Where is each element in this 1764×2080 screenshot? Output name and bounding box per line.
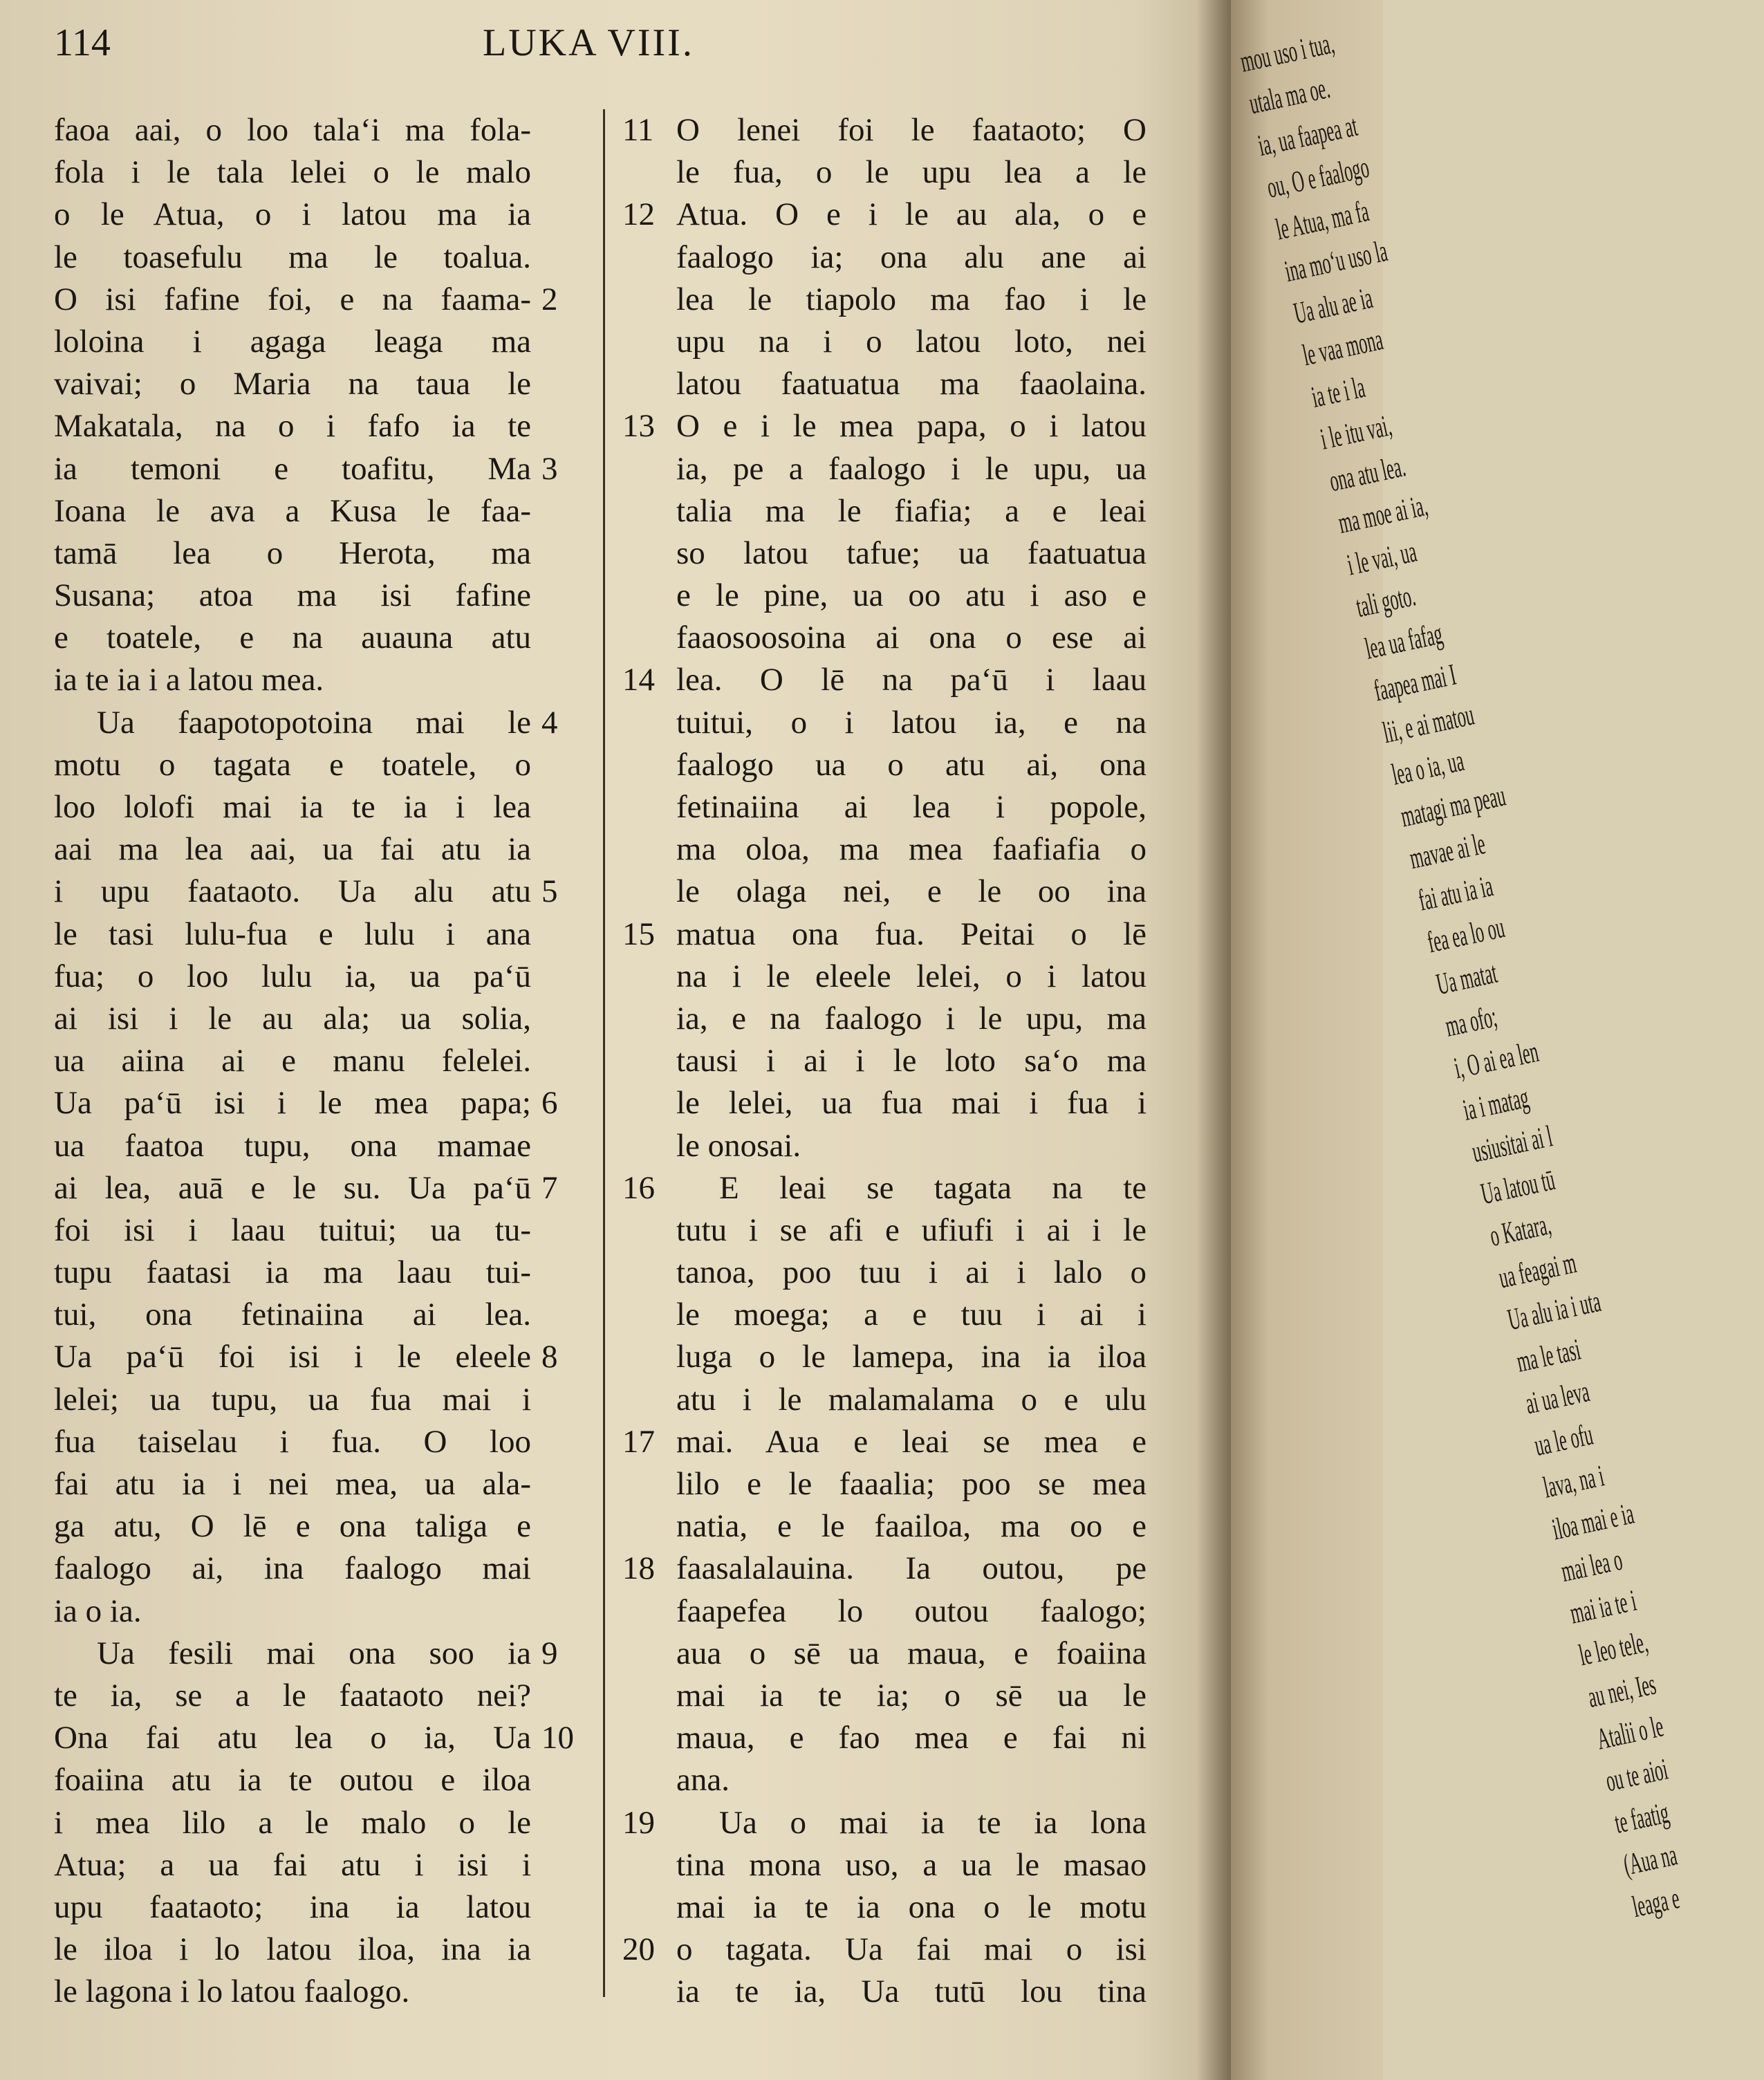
facing-page-line: Ua matat — [1433, 955, 1501, 1001]
line-text: tupu faatasi ia ma laau tui- — [54, 1254, 531, 1291]
facing-page-line: le leo tele, — [1576, 1624, 1651, 1673]
book-gutter-shadow — [1196, 0, 1231, 2080]
text-line — [54, 1886, 538, 1929]
line-text: e le pine, ua oo atu i aso e — [676, 577, 1146, 614]
text-line — [54, 236, 538, 279]
text-line — [54, 702, 558, 744]
text-line — [54, 575, 538, 617]
facing-page-line: i, O ai ea len — [1451, 1034, 1542, 1086]
line-text: lilo e le faaalia; poo se mea — [676, 1466, 1146, 1502]
text-line — [54, 1971, 538, 2013]
line-text: ai isi i le au ala; ua solia, — [54, 1000, 531, 1037]
verse-number: 4 — [541, 704, 558, 741]
text-line — [622, 1040, 1148, 1082]
text-line — [622, 1209, 1148, 1252]
line-text: foaiina atu ia te outou e iloa — [54, 1762, 531, 1799]
text-line — [622, 1379, 1148, 1421]
line-text: ua faatoa tupu, ona mamae — [54, 1127, 531, 1164]
text-line — [54, 448, 558, 490]
facing-page-line: iloa mai e ia — [1549, 1496, 1637, 1547]
line-text: vaivai; o Maria na taua le — [54, 366, 531, 402]
text-line — [54, 1294, 538, 1336]
facing-page-line: ua le ofu — [1531, 1417, 1596, 1463]
line-text: tui, ona fetinaiina ai lea. — [54, 1297, 531, 1333]
line-text: tina mona uso, a ua le masao — [676, 1846, 1146, 1883]
facing-page-line: Atalii o le — [1593, 1709, 1666, 1756]
facing-page-line: ma le tasi — [1513, 1332, 1584, 1379]
verse-number: 10 — [541, 1720, 574, 1756]
line-text: talia ma le fiafia; a e leai — [676, 492, 1146, 529]
facing-page-line: au nei, Ies — [1584, 1666, 1659, 1714]
text-line — [54, 1929, 538, 1971]
text-line — [622, 1675, 1148, 1717]
text-line — [54, 956, 538, 998]
facing-page-line: o Katara, — [1487, 1207, 1554, 1253]
verse-number: 15 — [622, 916, 655, 952]
text-line — [54, 659, 538, 701]
verse-number: 18 — [622, 1550, 655, 1587]
line-text: so latou tafue; ua faatuatua — [676, 535, 1146, 571]
facing-page-text — [1236, 15, 1764, 1929]
text-line — [622, 1886, 1148, 1929]
text-line — [54, 1421, 538, 1463]
text-line — [622, 363, 1148, 405]
line-text: le onosai. — [676, 1127, 801, 1164]
line-text: ia, e na faalogo i le upu, ma — [676, 1000, 1146, 1037]
text-line — [54, 363, 538, 405]
text-line — [622, 109, 1148, 151]
line-text: le tasi lulu-fua e lulu i ana — [54, 916, 531, 952]
text-line — [54, 1548, 538, 1590]
line-text: Atua. O e i le au ala, o e — [676, 196, 1146, 233]
text-line — [622, 1844, 1148, 1886]
text-line — [54, 109, 538, 151]
line-text: luga o le lamepa, ina ia iloa — [676, 1339, 1146, 1375]
text-line — [622, 1929, 1148, 1971]
text-line — [54, 1802, 538, 1844]
text-line — [54, 1844, 538, 1886]
text-line — [54, 532, 538, 575]
text-line — [54, 786, 538, 828]
line-text: o tagata. Ua fai mai o isi — [676, 1931, 1146, 1968]
text-line — [54, 998, 538, 1040]
text-line — [54, 1717, 574, 1759]
line-text: ia temoni e toafitu, Ma — [54, 450, 531, 487]
text-line — [54, 1590, 538, 1633]
text-line — [54, 279, 558, 321]
line-text: matua ona fua. Peitai o lē — [676, 916, 1146, 952]
facing-page-line: lea ua fafag — [1362, 616, 1446, 666]
facing-page-line: ina mo‘u uso la — [1281, 233, 1391, 289]
text-line — [622, 448, 1148, 490]
line-text: le lagona i lo latou faalogo. — [54, 1974, 410, 2010]
facing-page-line: Ua latou tū — [1478, 1162, 1558, 1211]
left-text-column — [54, 109, 574, 2013]
text-line — [622, 1125, 1148, 1167]
text-line — [622, 1590, 1148, 1633]
text-line — [622, 744, 1148, 786]
line-text: Ua pa‘ū foi isi i le eleele — [54, 1339, 531, 1375]
facing-page-line: ona atu lea. — [1326, 449, 1409, 499]
line-text: fua; o loo lulu ia, ua pa‘ū — [54, 958, 531, 994]
facing-page-line: lii, e ai matou — [1380, 697, 1477, 750]
text-line — [622, 194, 1148, 236]
facing-page-line: le Atua, ma fa — [1272, 194, 1372, 247]
line-text: atu i le malamalama o e ulu — [676, 1381, 1146, 1418]
text-line — [622, 490, 1148, 532]
facing-page-line: le vaa mona — [1299, 322, 1386, 373]
facing-page-line: leaga e — [1629, 1881, 1682, 1924]
text-line — [622, 405, 1148, 447]
line-text: tamā lea o Herota, ma — [54, 535, 531, 571]
line-text: Makatala, na o i fafo ia te — [54, 408, 531, 445]
text-line — [54, 194, 538, 236]
line-text: ia, pe a faalogo i le upu, ua — [676, 450, 1146, 487]
line-text: tanoa, poo tuu i ai i lalo o — [676, 1254, 1146, 1291]
line-text: Ua faapotopotoina mai le — [97, 704, 531, 741]
verse-number: 20 — [622, 1931, 655, 1968]
line-text: tausi i ai i le loto sa‘o ma — [676, 1043, 1146, 1079]
line-text: le olaga nei, e le oo ina — [676, 873, 1146, 910]
facing-page-line: ia i matag — [1460, 1080, 1532, 1127]
line-text: lea le tiapolo ma fao i le — [676, 281, 1146, 317]
facing-page-line: te faatig — [1611, 1795, 1672, 1840]
line-text: ia te ia i a latou mea. — [54, 662, 324, 698]
text-line — [54, 871, 558, 913]
line-text: faalogo ia; ona alu ane ai — [676, 239, 1146, 275]
line-text: upu na i o latou loto, nei — [676, 323, 1146, 360]
text-line — [54, 405, 538, 447]
line-text: Ioana le ava a Kusa le faa- — [54, 492, 531, 529]
facing-page-line: ua feagai m — [1496, 1245, 1579, 1295]
text-line — [622, 828, 1148, 871]
text-line — [54, 490, 538, 532]
text-line — [622, 1505, 1148, 1548]
line-text: tutu i se afi e ufiufi i ai i le — [676, 1211, 1146, 1248]
text-line — [622, 956, 1148, 998]
text-line — [54, 1167, 558, 1209]
line-text: fai atu ia i nei mea, ua ala- — [54, 1466, 531, 1502]
line-text: O lenei foi le faataoto; O — [676, 112, 1146, 148]
verse-number: 13 — [622, 408, 655, 445]
column-divider — [603, 109, 605, 1997]
text-line — [622, 1252, 1148, 1294]
line-text: Ona fai atu lea o ia, Ua — [54, 1720, 531, 1756]
facing-page-line: (Aua na — [1620, 1837, 1680, 1882]
facing-page-line: ma moe ai ia, — [1335, 488, 1431, 540]
text-line — [54, 1209, 538, 1252]
line-text: Ua pa‘ū isi i le mea papa; — [54, 1085, 531, 1122]
line-text: ai lea, auā e le su. Ua pa‘ū — [54, 1169, 531, 1206]
line-text: latou faatuatua ma faaolaina. — [676, 366, 1146, 402]
verse-number: 16 — [622, 1169, 655, 1206]
verse-number: 11 — [622, 112, 654, 148]
line-text: maua, e fao mea e fai ni — [676, 1720, 1146, 1756]
verse-number: 6 — [541, 1085, 558, 1122]
verse-number: 7 — [541, 1169, 558, 1206]
line-text: upu faataoto; ina ia latou — [54, 1888, 531, 1925]
text-line — [622, 151, 1148, 194]
text-line — [54, 1252, 538, 1294]
line-text: e toatele, e na auauna atu — [54, 620, 531, 656]
verse-number: 9 — [541, 1635, 558, 1671]
line-text: ma oloa, ma mea faafiafia o — [676, 831, 1146, 868]
verse-number: 14 — [622, 662, 655, 698]
text-line — [622, 998, 1148, 1040]
facing-page-line: ou te aioi — [1602, 1752, 1671, 1799]
line-text: faalogo ai, ina faalogo mai — [54, 1550, 531, 1587]
line-text: Ua o mai ia te ia lona — [719, 1804, 1146, 1841]
line-text: na i le eleele lelei, o i latou — [676, 958, 1146, 994]
line-text: i mea lilo a le malo o le — [54, 1804, 531, 1841]
facing-page-line: ia, ua faapea at — [1255, 108, 1361, 163]
running-head — [54, 21, 1146, 76]
line-text: O isi fafine foi, e na faama- — [54, 281, 531, 317]
verse-number: 19 — [622, 1804, 655, 1841]
line-text: faoa aai, o loo tala‘i ma fola- — [54, 112, 531, 148]
verse-number: 17 — [622, 1423, 655, 1460]
text-line — [54, 617, 538, 659]
line-text: ia te ia, Ua tutū lou tina — [676, 1974, 1146, 2010]
facing-page-line: fai atu ia ia — [1415, 869, 1496, 918]
line-text: lea. O lē na pa‘ū i laau — [676, 662, 1146, 698]
line-text: fetinaiina ai lea i popole, — [676, 789, 1146, 825]
line-text: tuitui, o i latou ia, e na — [676, 704, 1146, 741]
line-text: le toasefulu ma le toalua. — [54, 239, 531, 275]
text-line — [622, 1463, 1148, 1505]
book-chapter-title: LUKA VIII. — [483, 21, 694, 64]
verse-number: 5 — [541, 873, 558, 910]
text-line — [622, 1548, 1148, 1590]
line-text: loloina i agaga leaga ma — [54, 323, 531, 360]
facing-page-line: i le vai, ua — [1344, 534, 1420, 582]
text-line — [54, 151, 538, 194]
text-line — [54, 744, 538, 786]
text-line — [622, 575, 1148, 617]
text-line — [622, 1294, 1148, 1336]
facing-page-line: faapea mai I — [1371, 657, 1459, 708]
text-line — [54, 828, 538, 871]
text-line — [54, 1379, 538, 1421]
text-line — [622, 1421, 1148, 1463]
line-text: foi isi i laau tuitui; ua tu- — [54, 1211, 531, 1248]
line-text: faasalalauina. Ia outou, pe — [676, 1550, 1146, 1587]
text-line — [622, 1759, 1148, 1801]
text-line — [622, 659, 1148, 701]
text-line — [622, 786, 1148, 828]
text-line — [622, 236, 1148, 279]
line-text: Atua; a ua fai atu i isi i — [54, 1846, 531, 1883]
text-line — [622, 1971, 1148, 2013]
verse-number: 8 — [541, 1339, 558, 1375]
line-text: fua taiselau i fua. O loo — [54, 1423, 531, 1460]
line-text: Susana; atoa ma isi fafine — [54, 577, 531, 614]
line-text: E leai se tagata na te — [719, 1169, 1146, 1206]
line-text: motu o tagata e toatele, o — [54, 746, 531, 783]
line-text: mai. Aua e leai se mea e — [676, 1423, 1146, 1460]
facing-page-line: Ua alu ia i uta — [1504, 1284, 1604, 1337]
page-number: 114 — [54, 21, 111, 64]
text-line — [54, 1633, 558, 1675]
facing-page-line: Ua alu ae ia — [1290, 280, 1376, 331]
facing-page-line: i le itu vai, — [1317, 408, 1395, 456]
line-text: te ia, se a le faataoto nei? — [54, 1677, 531, 1714]
verse-number: 2 — [541, 281, 558, 317]
facing-page-line: matagi ma peau — [1398, 778, 1509, 834]
text-line — [54, 1505, 538, 1548]
text-line — [622, 1336, 1148, 1378]
facing-page-line: tali goto. — [1353, 578, 1419, 624]
text-line — [54, 1759, 538, 1801]
text-line — [54, 1336, 558, 1378]
facing-page-line: utala ma oe. — [1246, 71, 1333, 121]
facing-page-edge — [1231, 0, 1682, 2080]
line-text: Ua fesili mai ona soo ia — [97, 1635, 531, 1671]
line-text: i upu faataoto. Ua alu atu — [54, 873, 531, 910]
line-text: le lelei, ua fua mai i fua i — [676, 1085, 1146, 1122]
verse-number: 12 — [622, 196, 655, 233]
line-text: ia o ia. — [54, 1593, 142, 1629]
text-line — [54, 321, 538, 363]
text-line — [54, 1463, 538, 1505]
text-line — [622, 871, 1148, 913]
line-text: le moega; a e tuu i ai i — [676, 1297, 1146, 1333]
line-text: mai ia te ia; o sē ua le — [676, 1677, 1146, 1714]
facing-page-line: ia te i la — [1308, 369, 1368, 414]
facing-page-line: ou, O e faalogo — [1263, 149, 1373, 205]
facing-page-line: mai ia te i — [1567, 1583, 1640, 1631]
line-text: aai ma lea aai, ua fai atu ia — [54, 831, 531, 868]
text-line — [622, 1082, 1148, 1124]
facing-page-line: ai ua leva — [1522, 1374, 1593, 1421]
line-text: faaosoosoina ai ona o ese ai — [676, 620, 1146, 656]
line-text: ana. — [676, 1762, 730, 1799]
line-text: le fua, o le upu lea a le — [676, 154, 1146, 191]
line-text: lelei; ua tupu, ua fua mai i — [54, 1381, 531, 1418]
text-line — [622, 1633, 1148, 1675]
line-text: mai ia te ia ona o le motu — [676, 1888, 1146, 1925]
text-line — [622, 1167, 1148, 1209]
verse-number: 3 — [541, 450, 558, 487]
facing-page-line: mou uso i tua, — [1237, 26, 1337, 79]
line-text: aua o sē ua maua, e foaiina — [676, 1635, 1146, 1671]
line-text: loo lolofi mai ia te ia i lea — [54, 789, 531, 825]
facing-page-line: mai lea o — [1558, 1542, 1626, 1589]
text-line — [622, 279, 1148, 321]
facing-page-line: lava, na i — [1540, 1458, 1607, 1505]
line-text: faalogo ua o atu ai, ona — [676, 746, 1146, 783]
text-line — [622, 321, 1148, 363]
text-line — [622, 1717, 1148, 1759]
line-text: faapefea lo outou faalogo; — [676, 1593, 1146, 1629]
text-line — [622, 702, 1148, 744]
text-line — [622, 913, 1148, 956]
facing-page-line: ma ofo; — [1442, 999, 1500, 1043]
text-line — [622, 532, 1148, 575]
line-text: o le Atua, o i latou ma ia — [54, 196, 531, 233]
facing-page-line: usiusitai ai l — [1469, 1119, 1555, 1169]
text-line — [54, 1040, 538, 1082]
text-line — [54, 913, 538, 956]
text-line — [622, 1802, 1148, 1844]
facing-page-line: mavae ai le — [1406, 826, 1489, 876]
line-text: le iloa i lo latou iloa, ina ia — [54, 1931, 531, 1968]
line-text: ga atu, O lē e ona taliga e — [54, 1508, 531, 1545]
text-line — [622, 617, 1148, 659]
text-line — [54, 1082, 558, 1124]
facing-page-line: lea o ia, ua — [1389, 743, 1467, 792]
line-text: O e i le mea papa, o i latou — [676, 408, 1146, 445]
line-text: fola i le tala lelei o le malo — [54, 154, 531, 191]
text-line — [54, 1125, 538, 1167]
line-text: natia, e le faailoa, ma oo e — [676, 1508, 1146, 1545]
right-text-column — [622, 109, 1148, 2013]
line-text: ua aiina ai e manu felelei. — [54, 1043, 531, 1079]
text-line — [54, 1675, 538, 1717]
facing-page-line: fea ea lo ou — [1424, 910, 1507, 960]
